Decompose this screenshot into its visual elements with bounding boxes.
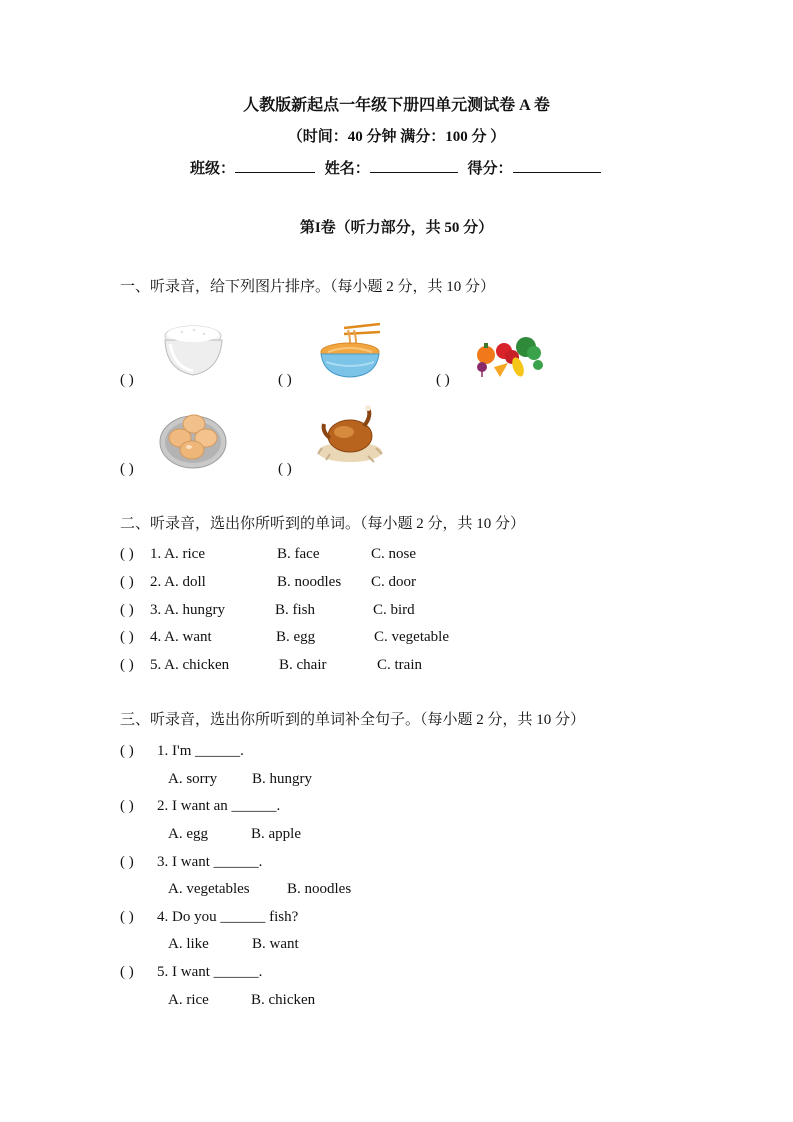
answer-paren[interactable]: ( ) (120, 854, 134, 870)
answer-paren[interactable]: ( ) (120, 629, 134, 645)
class-field[interactable] (235, 158, 315, 173)
option-b: B. noodles (277, 574, 342, 590)
rice-bowl-icon (160, 322, 228, 380)
time-info: （时间：40 分钟 满分：100 分 ） (287, 129, 506, 145)
option-a: A. like (168, 936, 209, 952)
option-b: B. want (252, 936, 299, 952)
option-c: C. door (371, 574, 416, 590)
option-a: A. sorry (168, 771, 218, 787)
option-a: 1. A. rice (150, 546, 205, 562)
roast-chicken-icon (316, 404, 386, 466)
page-title: 人教版新起点一年级下册四单元测试卷 A 卷 (243, 97, 550, 114)
option-a: A. rice (168, 992, 209, 1008)
section-three-title: 三、听录音，选出你所听到的单词补全句子。（每小题 2 分，共 10 分） (120, 712, 586, 728)
eggs-bowl-icon (158, 410, 228, 470)
answer-paren[interactable]: ( ) (436, 372, 450, 388)
part-one-title: 第I卷（听力部分，共 50 分） (299, 220, 494, 236)
class-label: 班级： (190, 161, 236, 177)
option-c: C. nose (371, 546, 416, 562)
answer-paren[interactable]: ( ) (120, 461, 134, 477)
name-label: 姓名： (324, 161, 370, 177)
answer-paren[interactable]: ( ) (120, 964, 134, 980)
option-a: 3. A. hungry (150, 602, 225, 618)
option-a: 5. A. chicken (150, 657, 230, 673)
option-b: B. hungry (252, 771, 312, 787)
option-c: C. train (377, 657, 422, 673)
option-b: B. face (277, 546, 320, 562)
name-field[interactable] (370, 158, 458, 173)
answer-paren[interactable]: ( ) (278, 372, 292, 388)
vegetables-icon (474, 333, 546, 379)
option-a: A. vegetables (168, 881, 250, 897)
option-b: B. fish (275, 602, 316, 618)
info-line (190, 158, 601, 179)
option-b: B. egg (276, 629, 316, 645)
score-field[interactable] (513, 158, 601, 173)
answer-paren[interactable]: ( ) (120, 602, 134, 618)
option-b: B. chair (279, 657, 327, 673)
score-label: 得分： (467, 161, 513, 177)
question-text: 1. I'm ______. (157, 743, 244, 759)
question-text: 5. I want ______. (157, 964, 263, 980)
answer-paren[interactable]: ( ) (120, 546, 134, 562)
option-a: A. egg (168, 826, 208, 842)
option-c: C. vegetable (374, 629, 449, 645)
answer-paren[interactable]: ( ) (278, 461, 292, 477)
question-text: 2. I want an ______. (157, 798, 281, 814)
section-one-title: 一、听录音，给下列图片排序。（每小题 2 分，共 10 分） (120, 279, 496, 295)
section-two-title: 二、听录音，选出你所听到的单词。（每小题 2 分，共 10 分） (120, 516, 526, 532)
option-b: B. chicken (251, 992, 316, 1008)
question-text: 4. Do you ______ fish? (157, 909, 299, 925)
answer-paren[interactable]: ( ) (120, 798, 134, 814)
option-b: B. noodles (287, 881, 352, 897)
option-c: C. bird (373, 602, 415, 618)
answer-paren[interactable]: ( ) (120, 574, 134, 590)
answer-paren[interactable]: ( ) (120, 372, 134, 388)
question-text: 3. I want ______. (157, 854, 263, 870)
answer-paren[interactable]: ( ) (120, 657, 134, 673)
option-a: 4. A. want (150, 629, 212, 645)
answer-paren[interactable]: ( ) (120, 743, 134, 759)
noodles-bowl-icon (318, 322, 384, 380)
option-a: 2. A. doll (150, 574, 206, 590)
option-b: B. apple (251, 826, 301, 842)
answer-paren[interactable]: ( ) (120, 909, 134, 925)
